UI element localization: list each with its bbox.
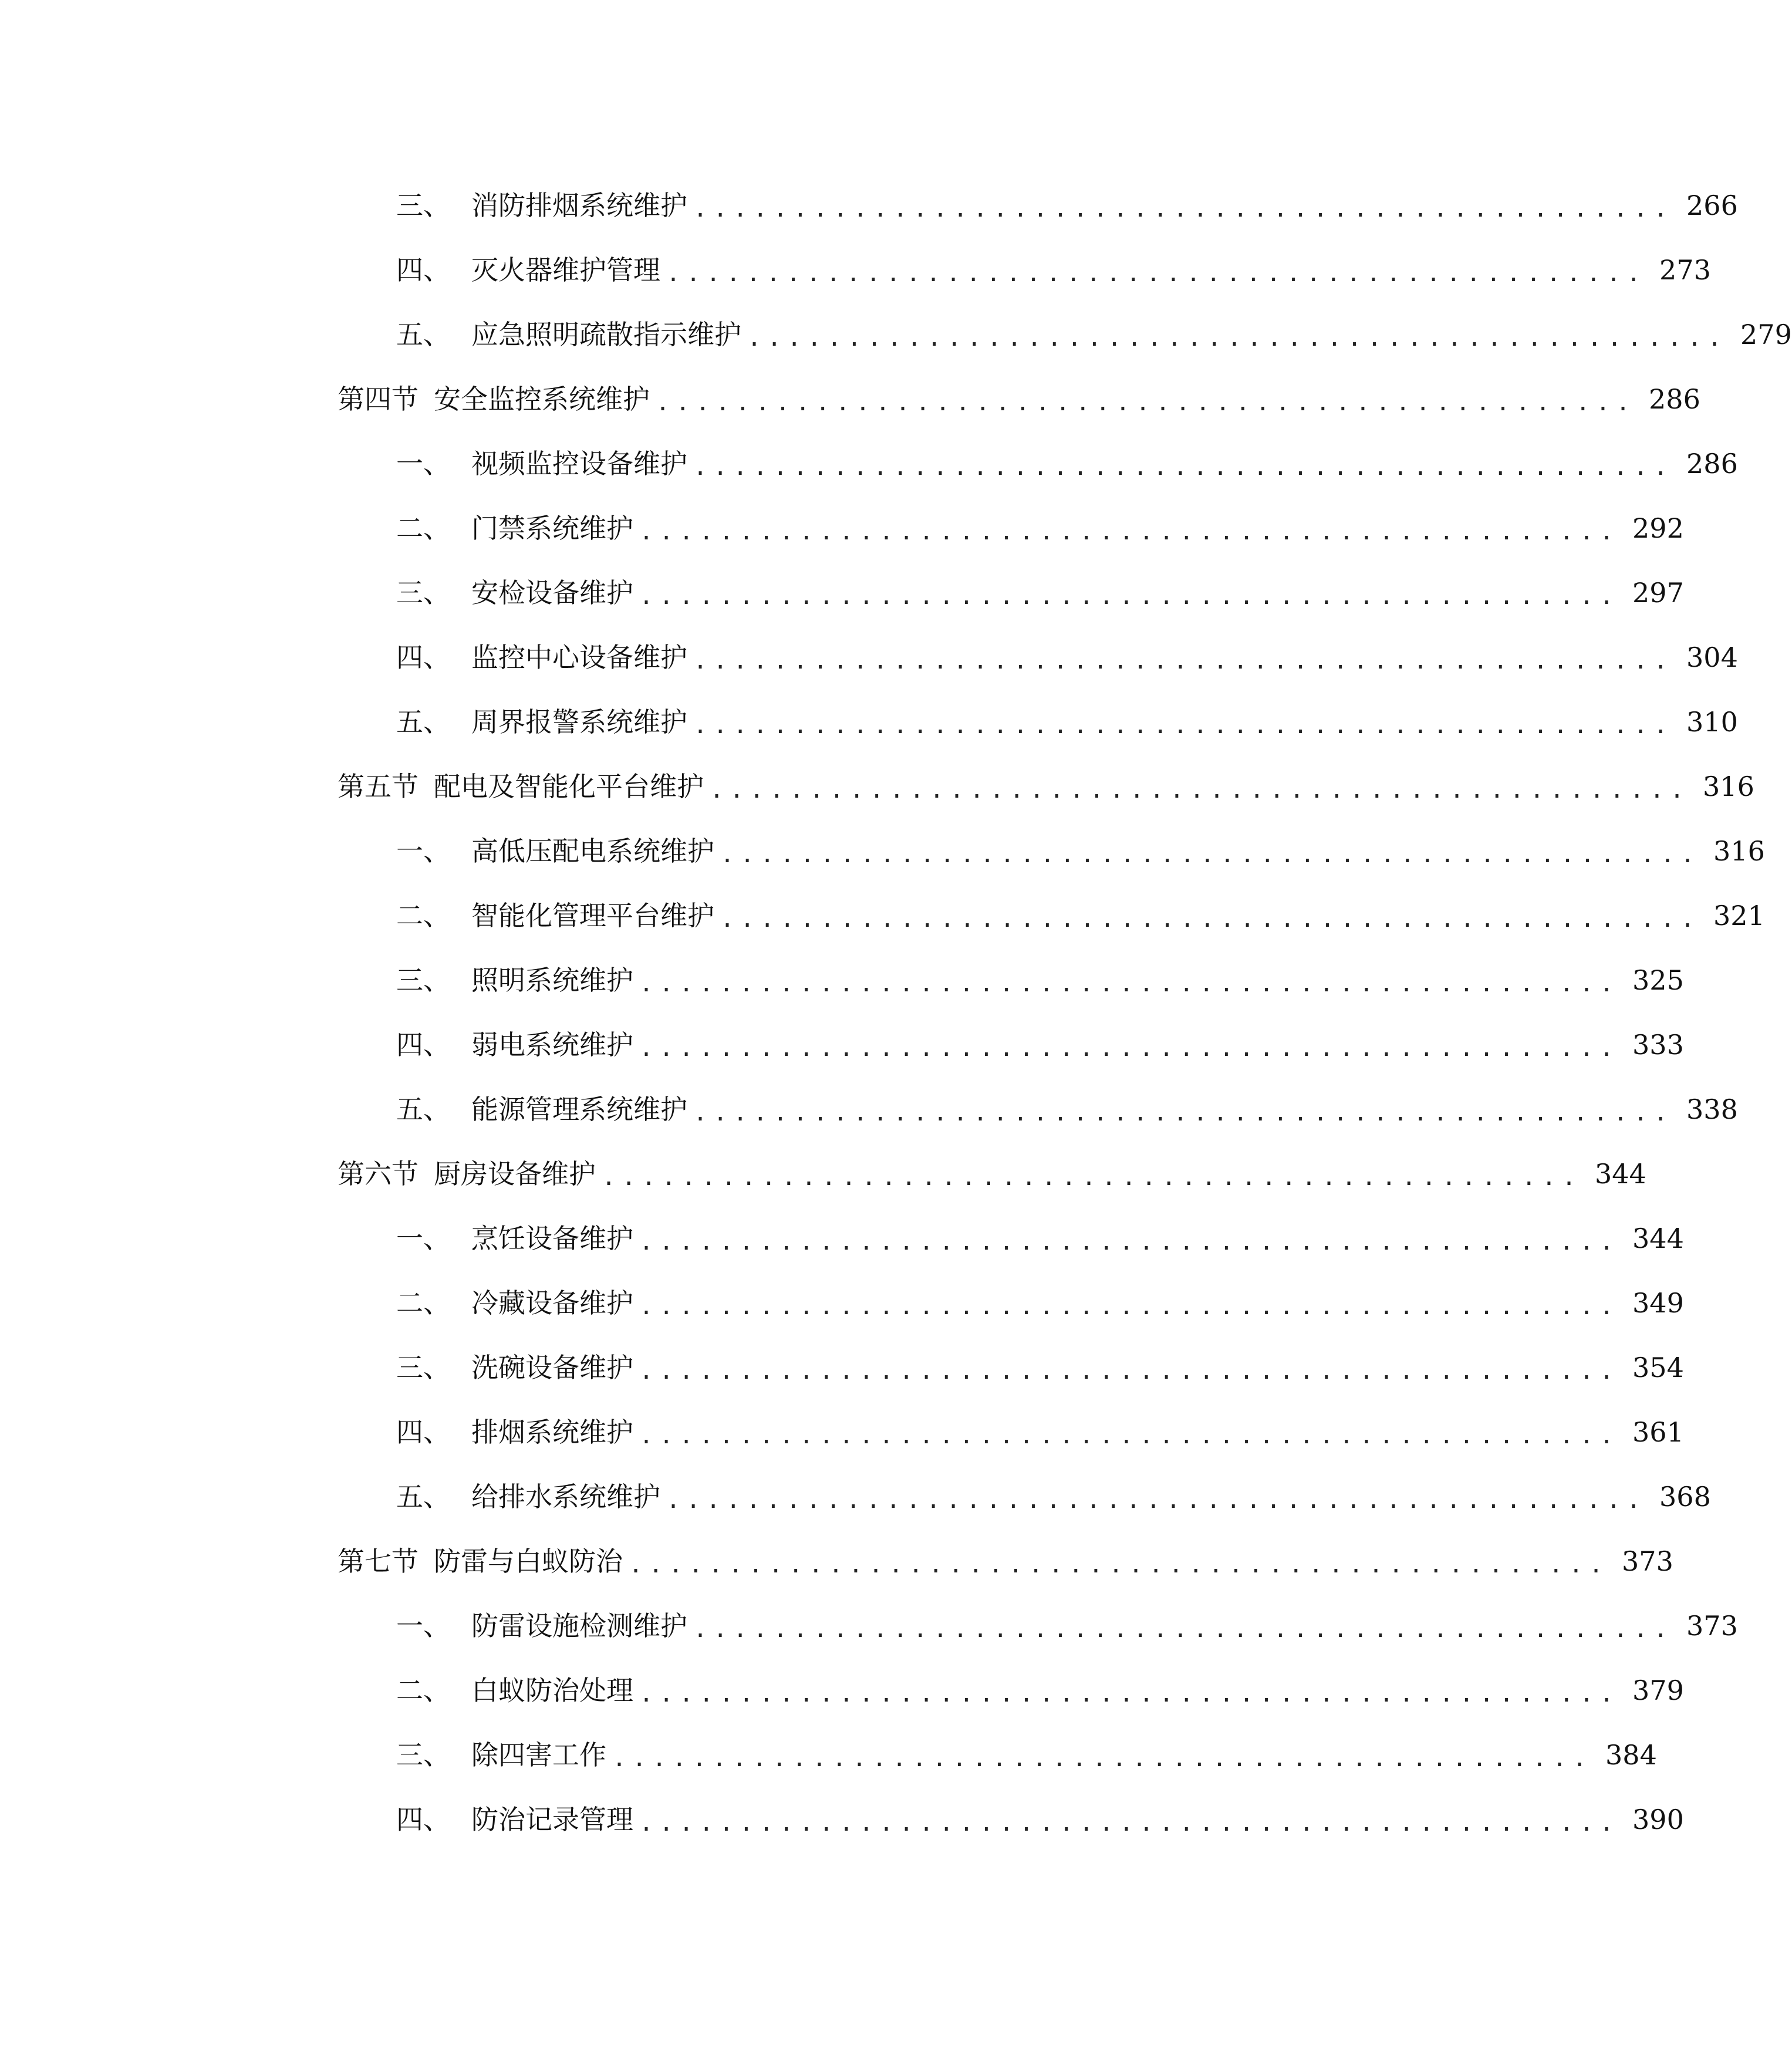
- toc-entry[interactable]: [396, 690, 1738, 754]
- toc-entry-number: 四、: [396, 642, 450, 673]
- dot-leader: .................................................: [666, 1487, 1647, 1514]
- toc-section-page: 316: [1703, 771, 1754, 802]
- toc-entry[interactable]: [396, 1464, 1711, 1529]
- toc-entry[interactable]: [396, 1658, 1684, 1723]
- toc-entry-number: 三、: [396, 190, 450, 221]
- dot-leader: .................................................: [639, 1422, 1620, 1449]
- toc-entry-page: 384: [1605, 1739, 1657, 1771]
- toc-section-page: 286: [1649, 383, 1700, 415]
- dot-leader: .................................................: [693, 195, 1674, 222]
- dot-leader: .................................................: [693, 712, 1674, 739]
- toc-entry-page: 266: [1686, 190, 1738, 221]
- toc-entry-page: 333: [1632, 1029, 1684, 1061]
- toc-entry-page: 279: [1740, 319, 1792, 350]
- toc-section-page: 344: [1595, 1158, 1646, 1190]
- toc-entry-number: 四、: [396, 1416, 450, 1448]
- toc-entry-number: 一、: [396, 448, 450, 480]
- toc-entry-number: 一、: [396, 1223, 450, 1254]
- toc-entry-title: 洗碗设备维护: [471, 1352, 633, 1383]
- toc-entry[interactable]: [396, 1787, 1684, 1852]
- toc-entry-title: 周界报警系统维护: [471, 706, 687, 738]
- toc-entry-title: 监控中心设备维护: [471, 642, 687, 673]
- toc-entry-page: 368: [1659, 1481, 1711, 1513]
- toc-section-entry[interactable]: [338, 367, 1700, 431]
- toc-entry-number: 二、: [396, 1287, 450, 1319]
- toc-entry-title: 烹饪设备维护: [471, 1223, 633, 1254]
- toc-section-entry[interactable]: [338, 1529, 1673, 1594]
- toc-entry[interactable]: [396, 238, 1711, 302]
- dot-leader: .................................................: [639, 1228, 1620, 1255]
- dot-leader: .................................................: [612, 1745, 1593, 1772]
- toc-section-number: 第五节: [338, 771, 419, 802]
- toc-entry-number: 四、: [396, 1029, 450, 1061]
- dot-leader: .................................................: [720, 841, 1701, 868]
- toc-entry-title: 冷藏设备维护: [471, 1287, 633, 1319]
- dot-leader: .................................................: [639, 1680, 1620, 1707]
- toc-entry-title: 灭火器维护管理: [471, 254, 660, 286]
- dot-leader: .................................................: [639, 583, 1620, 610]
- toc-entry-page: 390: [1632, 1804, 1684, 1835]
- toc-entry-title: 除四害工作: [471, 1739, 606, 1771]
- toc-entry-number: 二、: [396, 512, 450, 544]
- dot-leader: .................................................: [639, 1293, 1620, 1320]
- toc-section-title: 安全监控系统维护: [434, 383, 650, 415]
- toc-entry-number: 三、: [396, 964, 450, 996]
- toc-section-page: 373: [1622, 1545, 1673, 1577]
- toc-entry-title: 白蚁防治处理: [471, 1675, 633, 1706]
- toc-entry-number: 一、: [396, 1610, 450, 1642]
- toc-section-title: 配电及智能化平台维护: [434, 771, 704, 802]
- toc-entry-number: 五、: [396, 319, 450, 350]
- toc-entry-page: 379: [1632, 1675, 1684, 1706]
- toc-entry[interactable]: [396, 1723, 1657, 1787]
- dot-leader: .................................................: [693, 1099, 1674, 1126]
- toc-section-title: 防雷与白蚁防治: [434, 1545, 623, 1577]
- toc-entry-title: 消防排烟系统维护: [471, 190, 687, 221]
- toc-entry-title: 应急照明疏散指示维护: [471, 319, 741, 350]
- toc-entry-title: 防治记录管理: [471, 1804, 633, 1835]
- toc-entry-title: 高低压配电系统维护: [471, 835, 714, 867]
- toc-section-number: 第六节: [338, 1158, 419, 1190]
- toc-entry-title: 门禁系统维护: [471, 512, 633, 544]
- toc-entry-number: 二、: [396, 900, 450, 931]
- dot-leader: .................................................: [629, 1551, 1609, 1578]
- toc-entry-title: 视频监控设备维护: [471, 448, 687, 480]
- toc-entry-title: 排烟系统维护: [471, 1416, 633, 1448]
- toc-entry[interactable]: [396, 1400, 1684, 1464]
- dot-leader: .................................................: [656, 389, 1636, 416]
- toc-section-title: 厨房设备维护: [434, 1158, 596, 1190]
- toc-section-entry[interactable]: [338, 754, 1754, 819]
- toc-entry-page: 338: [1686, 1093, 1738, 1125]
- toc-entry-number: 四、: [396, 1804, 450, 1835]
- toc-entry-number: 三、: [396, 1739, 450, 1771]
- toc-entry-page: 286: [1686, 448, 1738, 480]
- toc-entry[interactable]: [396, 819, 1765, 883]
- toc-entry[interactable]: [396, 625, 1738, 690]
- toc-entry-page: 304: [1686, 642, 1738, 673]
- toc-entry-page: 297: [1632, 577, 1684, 609]
- toc-entry-title: 能源管理系统维护: [471, 1093, 687, 1125]
- toc-entry-page: 321: [1713, 900, 1765, 931]
- toc-entry[interactable]: [396, 1077, 1738, 1142]
- toc-entry-page: 361: [1632, 1416, 1684, 1448]
- toc-entry[interactable]: [396, 496, 1684, 561]
- toc-entry-page: 316: [1713, 835, 1765, 867]
- toc-entry-title: 给排水系统维护: [471, 1481, 660, 1513]
- toc-entry[interactable]: [396, 1335, 1684, 1400]
- toc-entry-title: 智能化管理平台维护: [471, 900, 714, 931]
- toc-entry-title: 弱电系统维护: [471, 1029, 633, 1061]
- toc-entry[interactable]: [396, 173, 1738, 238]
- toc-entry-page: 373: [1686, 1610, 1738, 1642]
- toc-entry-number: 四、: [396, 254, 450, 286]
- dot-leader: .................................................: [693, 454, 1674, 481]
- dot-leader: .................................................: [666, 260, 1647, 287]
- dot-leader: .................................................: [639, 1358, 1620, 1385]
- dot-leader: .................................................: [720, 906, 1701, 933]
- dot-leader: .................................................: [693, 1616, 1674, 1643]
- toc-entry-title: 安检设备维护: [471, 577, 633, 609]
- toc-section-number: 第四节: [338, 383, 419, 415]
- toc-entry-title: 防雷设施检测维护: [471, 1610, 687, 1642]
- toc-entry[interactable]: [396, 431, 1738, 496]
- dot-leader: .................................................: [639, 970, 1620, 997]
- toc-entry-number: 五、: [396, 706, 450, 738]
- dot-leader: .................................................: [747, 325, 1728, 352]
- toc-entry[interactable]: [396, 1271, 1684, 1335]
- toc-entry[interactable]: [396, 948, 1684, 1012]
- toc-entry[interactable]: [396, 1012, 1684, 1077]
- toc-entry[interactable]: [396, 1594, 1738, 1658]
- toc-section-number: 第七节: [338, 1545, 419, 1577]
- toc-entry-number: 三、: [396, 577, 450, 609]
- toc-entry-page: 292: [1632, 512, 1684, 544]
- toc-section-entry[interactable]: [338, 1142, 1646, 1206]
- toc-entry-page: 325: [1632, 964, 1684, 996]
- toc-entry-page: 354: [1632, 1352, 1684, 1383]
- dot-leader: .................................................: [639, 1035, 1620, 1062]
- toc-entry-number: 一、: [396, 835, 450, 867]
- toc-entry-page: 273: [1659, 254, 1711, 286]
- dot-leader: .................................................: [710, 777, 1690, 804]
- dot-leader: .................................................: [602, 1164, 1582, 1191]
- toc-entry-page: 310: [1686, 706, 1738, 738]
- toc-entry-page: 349: [1632, 1287, 1684, 1319]
- toc-entry[interactable]: [396, 883, 1765, 948]
- toc-entry-page: 344: [1632, 1223, 1684, 1254]
- toc-entry[interactable]: [396, 561, 1684, 625]
- dot-leader: .................................................: [639, 1810, 1620, 1837]
- toc-entry-number: 三、: [396, 1352, 450, 1383]
- toc-entry[interactable]: [396, 302, 1792, 367]
- toc-entry-number: 五、: [396, 1481, 450, 1513]
- dot-leader: .................................................: [693, 647, 1674, 674]
- dot-leader: .................................................: [639, 518, 1620, 545]
- toc-entry[interactable]: [396, 1206, 1684, 1271]
- toc-entry-title: 照明系统维护: [471, 964, 633, 996]
- toc-entry-number: 五、: [396, 1093, 450, 1125]
- toc-entry-number: 二、: [396, 1675, 450, 1706]
